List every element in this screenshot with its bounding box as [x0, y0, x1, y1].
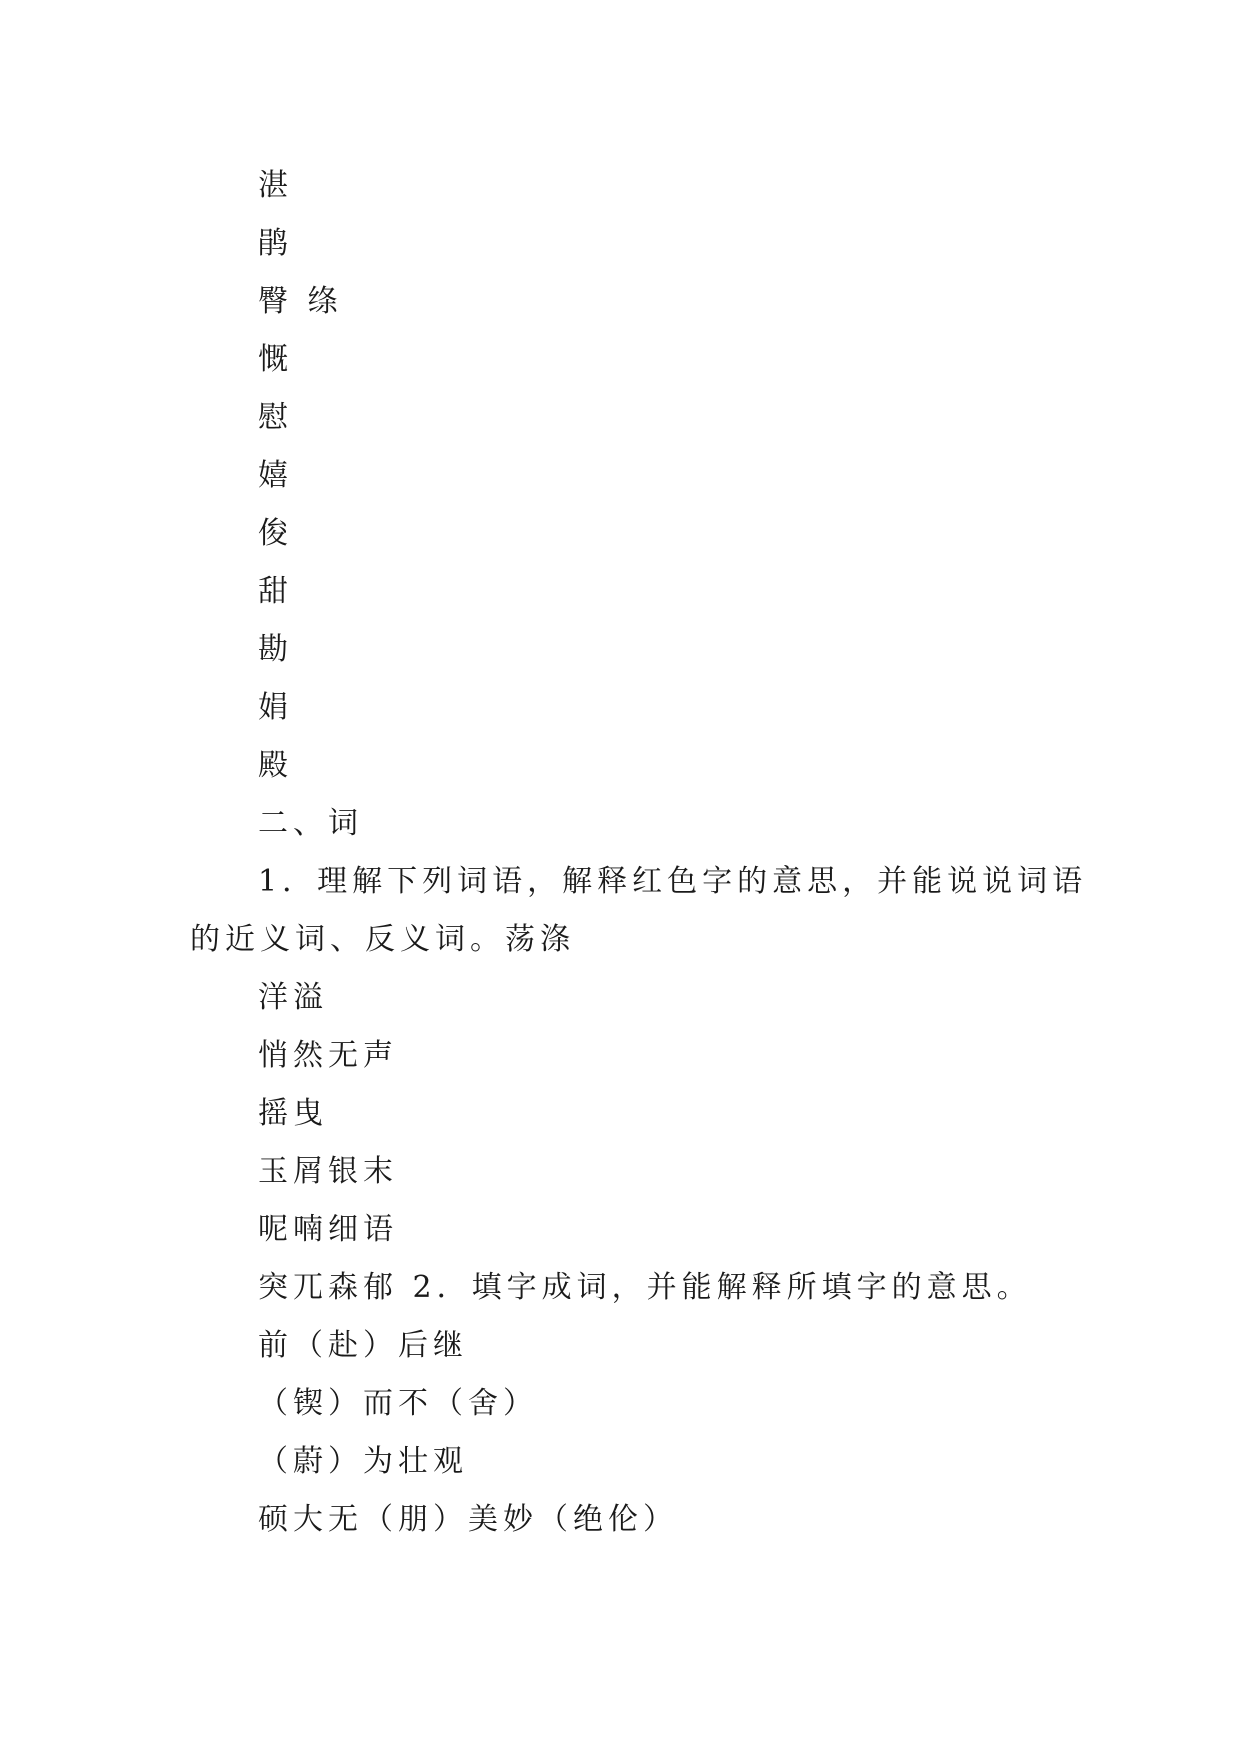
fill-item: （锲）而不（舍）: [258, 1386, 538, 1421]
question-2-line: 突兀森郁 2．填字成词，并能解释所填字的意思。: [258, 1270, 1032, 1305]
char-line: 勘: [258, 632, 293, 667]
char-line: 慰: [258, 400, 293, 435]
word-line: 玉屑银末: [258, 1154, 398, 1189]
char-line: 殿: [258, 748, 293, 783]
section-heading: 二、词: [258, 806, 363, 841]
char-line: 嬉: [258, 458, 293, 493]
char-line: 俊: [258, 516, 293, 551]
char-line: 甜: [258, 574, 293, 609]
char-line: 臀 绦: [258, 284, 343, 319]
word-line: 摇曳: [258, 1096, 328, 1131]
word-line: 洋溢: [258, 980, 328, 1015]
fill-item: 硕大无（朋）美妙（绝伦）: [258, 1502, 678, 1537]
char-line: 鹃: [258, 226, 293, 261]
char-line: 湛: [258, 168, 293, 203]
char-line: 慨: [258, 342, 293, 377]
fill-item: 前（赴）后继: [258, 1328, 468, 1363]
char-line: 娟: [258, 690, 293, 725]
question-1-line-2: 的近义词、反义词。荡涤: [190, 922, 575, 957]
fill-item: （蔚）为壮观: [258, 1444, 468, 1479]
word-line: 悄然无声: [258, 1038, 398, 1073]
question-1-line-1: 1．理解下列词语，解释红色字的意思，并能说说词语: [258, 864, 1088, 899]
word-line: 呢喃细语: [258, 1212, 398, 1247]
